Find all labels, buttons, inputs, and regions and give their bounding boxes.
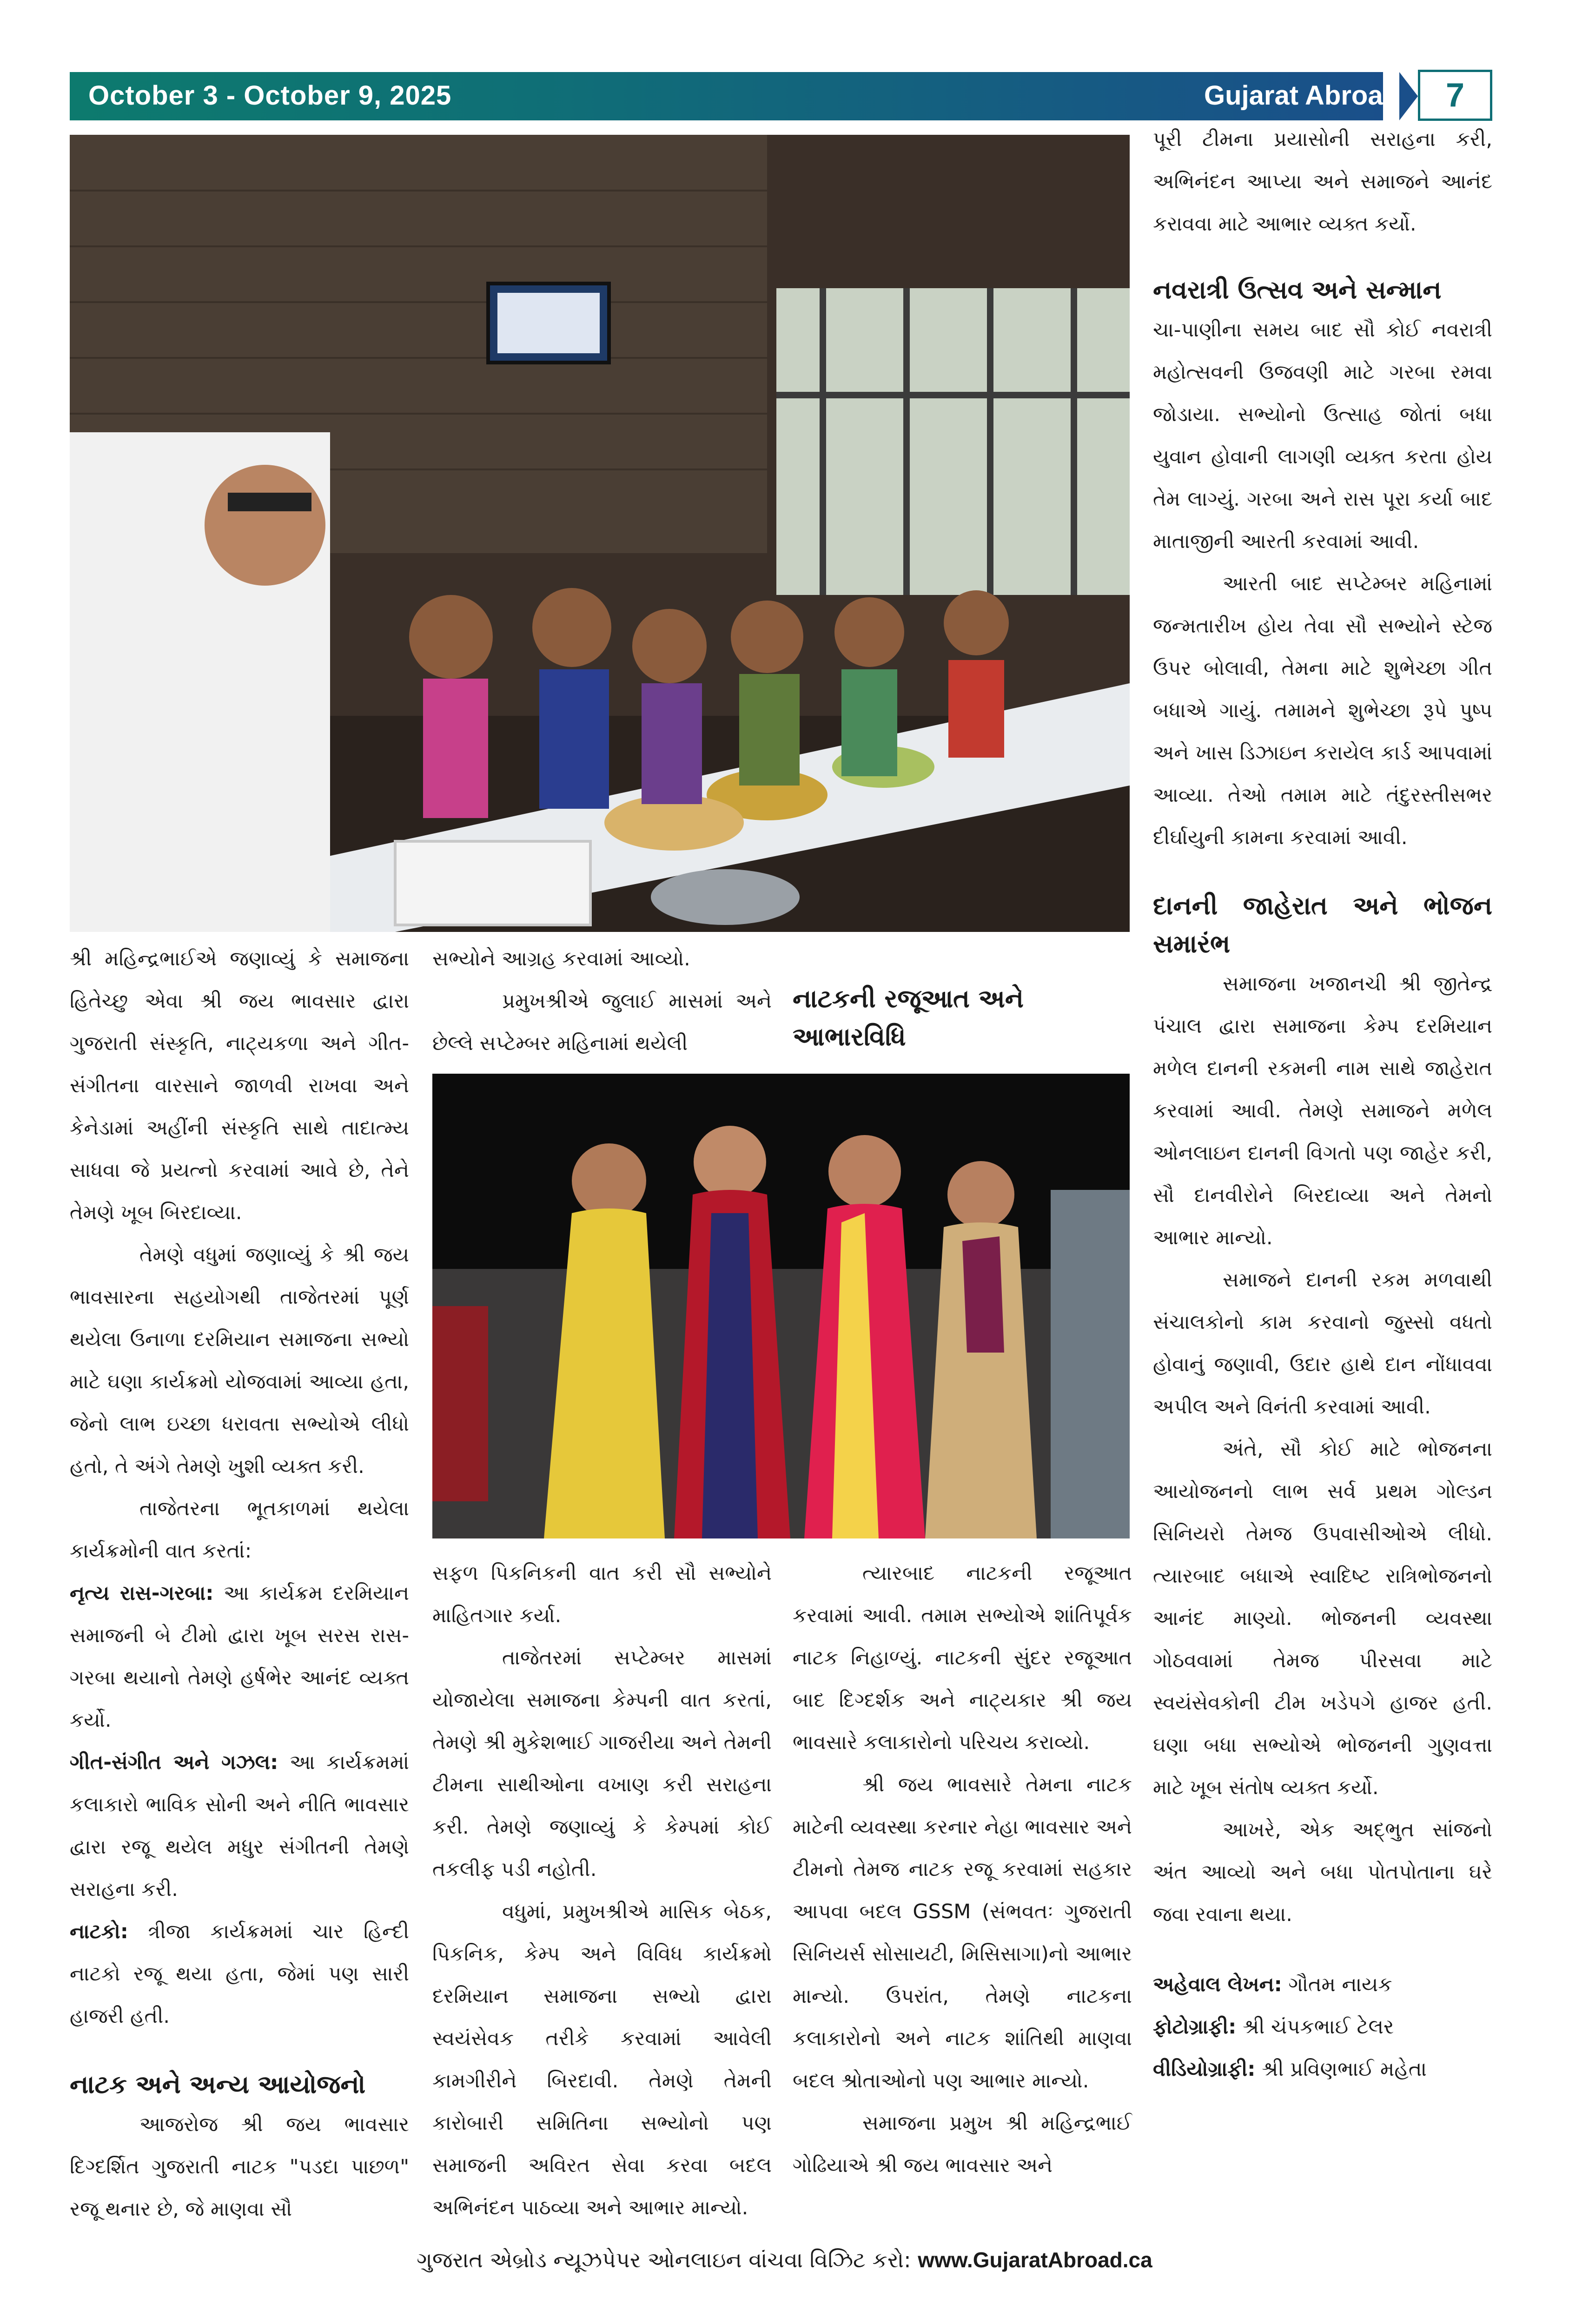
item-drama-label: નાટકો: (70, 1920, 128, 1943)
credit-video-label: વીડિયોગ્રાફી: (1153, 2058, 1256, 2081)
col1-item-dance (70, 1572, 409, 1742)
page-number: 7 (1445, 77, 1465, 114)
credit-video (1153, 2048, 1492, 2091)
item-drama-text: ત્રીજા કાર્યક્રમમાં ચાર હિન્દી નાટકો રજૂ થયા હતા, જેમાં પણ સારી હાજરી હતી. (70, 1920, 409, 2028)
col4-paragraph-0: પૂરી ટીમના પ્રયાસોની સરાહના કરી, અભિનંદન આપ્યા અને સમાજને આનંદ કરાવવા માટે આભાર વ્યક્ત કર્યો. (1153, 128, 1492, 236)
item-music-label: ગીત-સંગીત અને ગઝલ: (70, 1751, 278, 1774)
credit-report-value: ગૌતમ નાયક (1282, 1973, 1392, 1996)
header-notch (1399, 72, 1418, 120)
column-2-top (432, 938, 772, 1065)
col2-top-line: સભ્યોને આગ્રહ કરવામાં આવ્યો. (432, 947, 690, 971)
credit-report (1153, 1964, 1492, 2006)
column-2-bottom (432, 1552, 772, 2229)
item-music-text: આ કાર્યક્રમમાં કલાકારો ભાવિક સોની અને નીતિ ભાવસાર દ્વારા રજૂ થયેલ મધુર સંગીતની તેમણે સરાહના કરી. (70, 1751, 409, 1901)
col4-heading-navratri: નવરાત્રી ઉત્સવ અને સન્માન (1153, 275, 1442, 304)
footer-text: ગુજરાત એબ્રોડ ન્યૂઝપેપર ઓનલાઇન વાંચવા વિઝિટ કરો: (417, 2247, 918, 2272)
col1-heading: નાટક અને અન્ય આયોજનો (70, 2070, 366, 2099)
credit-video-value: શ્રી પ્રવિણભાઈ મહેતા (1255, 2058, 1427, 2081)
footer-url[interactable]: www.GujaratAbroad.ca (918, 2248, 1152, 2272)
col3-heading-block (793, 980, 1132, 1056)
col4-paragraph-1: ચા-પાણીના સમય બાદ સૌ કોઈ નવરાત્રી મહોત્સવની ઉજવણી માટે ગરબા રમવા જોડાયા. સભ્યોનો ઉત્સાહ જોતાં બધા યુવાન હોવાની લાગણી વ્યક્ત કરતા હોય તેમ લાગ્યું. ગરબા અને રાસ પૂરા કર્યા બાદ માતાજીની આરતી કરવામાં આવી. (1153, 318, 1492, 553)
credit-photo (1153, 2006, 1492, 2048)
footer (0, 2247, 1569, 2273)
credit-photo-value: શ્રી ચંપકભાઈ ટેલર (1236, 2015, 1394, 2039)
item-dance-label: નૃત્ય રાસ-ગરબા: (70, 1582, 214, 1605)
col1-paragraph-2: તેમણે વધુમાં જણાવ્યું કે શ્રી જય ભાવસારના સહયોગથી તાજેતરમાં પૂર્ણ થયેલા ઉનાળા દરમિયાન સમાજના સભ્યો માટે ઘણા કાર્યક્રમો યોજવામાં આવ્યા હતા, જેનો લાભ ઇચ્છા ધરાવતા સભ્યોએ લીધો હતો, તે અંગે તેમણે ખુશી વ્યક્ત કરી. (70, 1243, 409, 1478)
col3-heading: નાટકની રજૂઆત અને આભારવિધિ (793, 984, 1024, 1051)
col4-heading-donation: દાનની જાહેરાત અને ભોજન સમારંભ (1153, 891, 1492, 958)
column-3-bottom (793, 1552, 1132, 2187)
publication-name: Gujarat Abroad (1204, 80, 1400, 111)
group-women-photo (432, 1074, 1130, 1538)
col1-paragraph-3: તાજેતરના ભૂતકાળમાં થયેલા કાર્યક્રમોની વાત કરતાં: (70, 1497, 409, 1563)
food-serving-photo-illustration (70, 135, 1130, 932)
col4-paragraph-4: સમાજને દાનની રકમ મળવાથી સંચાલકોનો કામ કરવાનો જુસ્સો વધતો હોવાનું જણાવી, ઉદાર હાથે દાન નોંધાવવા અપીલ અને વિનંતી કરવામાં આવી. (1153, 1268, 1492, 1419)
col2-paragraph-3: વધુમાં, પ્રમુખશ્રીએ માસિક બેઠક, પિકનિક, કેમ્પ અને વિવિધ કાર્યક્રમો દરમિયાન સમાજના સભ્યો દ્વારા સ્વયંસેવક તરીકે કરવામાં આવેલી કામગીરીને બિરદાવી. તેમણે તેમની કારોબારી સમિતિના સભ્યોનો પણ સમાજની અવિરત સેવા કરવા બદલ અભિનંદન પાઠવ્યા અને આભાર માન્યો. (432, 1900, 772, 2219)
col4-paragraph-6: આખરે, એક અદ્ભુત સાંજનો અંત આવ્યો અને બધા પોતપોતાના ઘરે જવા રવાના થયા. (1153, 1818, 1492, 1926)
col4-paragraph-3: સમાજના ખજાનચી શ્રી જીતેન્દ્ર પંચાલ દ્વારા સમાજના કેમ્પ દરમિયાન મળેલ દાનની રકમની નામ સાથે જાહેરાત કરવામાં આવી. તેમણે સમાજને મળેલ ઓનલાઇન દાનની વિગતો પણ જાહેર કરી, સૌ દાનવીરોને બિરદાવ્યા અને તેમનો આભાર માન્યો. (1153, 972, 1492, 1249)
page-number-box (1418, 70, 1492, 121)
col1-paragraph-1: શ્રી મહિન્દ્રભાઈએ જણાવ્યું કે સમાજના હિતેચ્છુ એવા શ્રી જય ભાવસાર દ્વારા ગુજરાતી સંસ્કૃતિ, નાટ્યકળા અને ગીત-સંગીતના વારસાને જાળવી રાખવા અને કેનેડામાં અહીંની સંસ્કૃતિ સાથે તાદાત્મ્ય સાધવા જે પ્રયત્નો કરવામાં આવે છે, તેને તેમણે ખૂબ બિરદાવ્યા. (70, 947, 409, 1224)
col1-paragraph-4: આજરોજ શ્રી જય ભાવસાર દિગ્દર્શિત ગુજરાતી નાટક "પડદા પાછળ" રજૂ થનાર છે, જે માણવા સૌ (70, 2113, 409, 2221)
issue-date-range: October 3 - October 9, 2025 (88, 80, 452, 111)
col1-item-drama (70, 1911, 409, 2038)
item-dance-text: આ કાર્યક્રમ દરમિયાન સમાજની બે ટીમો દ્વારા ખૂબ સરસ રાસ-ગરબા થયાનો તેમણે હર્ષભેર આનંદ વ્યક્ત કર્યો. (70, 1582, 409, 1732)
col3-paragraph-3: સમાજના પ્રમુખ શ્રી મહિન્દ્રભાઈ ગોઢિયાએ શ્રી જય ભાવસાર અને (793, 2112, 1132, 2177)
column-4 (1153, 119, 1492, 2091)
col2-paragraph-2: તાજેતરમાં સપ્ટેમ્બર માસમાં યોજાયેલા સમાજના કેમ્પની વાત કરતાં, તેમણે શ્રી મુકેશભાઈ ગાજરીયા અને તેમની ટીમના સાથીઓના વખાણ કરી સરાહના કરી. તેમણે જણાવ્યું કે કેમ્પમાં કોઈ તકલીફ પડી નહોતી. (432, 1646, 772, 1881)
food-serving-photo (70, 135, 1130, 932)
col3-paragraph-2: શ્રી જય ભાવસારે તેમના નાટક માટેની વ્યવસ્થા કરનાર નેહા ભાવસાર અને ટીમનો તેમજ નાટક રજૂ કરવામાં સહકાર આપવા બદલ GSSM (સંભવતઃ ગુજરાતી સિનિયર્સ સોસાયટી, મિસિસાગા)નો આભાર માન્યો. ઉપરાંત, તેમણે નાટકના કલાકારોનો અને નાટક શાંતિથી માણવા બદલ શ્રોતાઓનો પણ આભાર માન્યો. (793, 1773, 1132, 2093)
col4-paragraph-2: આરતી બાદ સપ્ટેમ્બર મહિનામાં જન્મતારીખ હોય તેવા સૌ સભ્યોને સ્ટેજ ઉપર બોલાવી, તેમના માટે શુભેચ્છા ગીત બધાએ ગાયું. તમામને શુભેચ્છા રૂપે પુષ્પ અને ખાસ ડિઝાઇન કરાયેલ કાર્ડ આપવામાં આવ્યા. તેઓ તમામ માટે તંદુરસ્તીસભર દીર્ઘાયુની કામના કરવામાં આવી. (1153, 572, 1492, 849)
column-1 (70, 938, 409, 2231)
col3-paragraph-1: ત્યારબાદ નાટકની રજૂઆત કરવામાં આવી. તમામ સભ્યોએ શાંતિપૂર્વક નાટક નિહાળ્યું. નાટકની સુંદર રજૂઆત બાદ દિગ્દર્શક અને નાટ્યકાર શ્રી જય ભાવસારે કલાકારોનો પરિચય કરાવ્યો. (793, 1562, 1132, 1754)
group-women-photo-illustration (432, 1074, 1130, 1538)
col1-item-music (70, 1742, 409, 1911)
col2-paragraph-1: સફળ પિકનિકની વાત કરી સૌ સભ્યોને માહિતગાર કર્યા. (432, 1562, 772, 1627)
credit-photo-label: ફોટોગ્રાફી: (1153, 2015, 1237, 2039)
credit-report-label: અહેવાલ લેખન: (1153, 1973, 1282, 1996)
col4-paragraph-5: અંતે, સૌ કોઈ માટે ભોજનના આયોજનનો લાભ સર્વ પ્રથમ ગોલ્ડન સિનિયરો તેમજ ઉપવાસીઓએ લીધો. ત્યારબાદ બધાએ સ્વાદિષ્ટ રાત્રિભોજનનો આનંદ માણ્યો. ભોજનની વ્યવસ્થા ગોઠવવામાં તેમજ પીરસવા માટે સ્વયંસેવકોની ટીમ ખડેપગે હાજર હતી. ઘણા બધા સભ્યોએ ભોજનની ગુણવત્તા માટે ખૂબ સંતોષ વ્યક્ત કર્યો. (1153, 1438, 1492, 1799)
col2-top-paragraph: પ્રમુખશ્રીએ જુલાઈ માસમાં અને છેલ્લે સપ્ટેમ્બર મહિનામાં થયેલી (432, 990, 772, 1055)
